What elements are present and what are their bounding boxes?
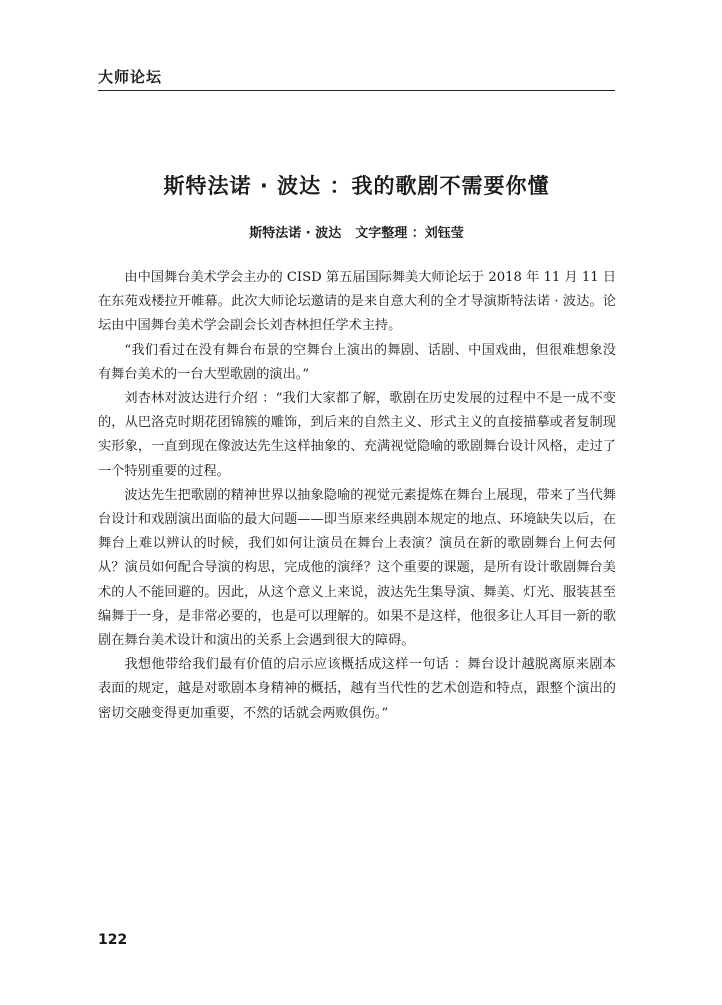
article-title: 斯特法诺 · 波达 ：我的歌剧不需要你懂 (163, 174, 550, 198)
paragraph: 刘杏林对波达进行介绍 ：“我们大家都了解，歌剧在历史发展的过程中不是一成不变的，从巴洛克时期花团锦簇的雕饰，到后来的自然主义、形式主义的直接描摹或者复制现实形象，一直到现在像波达先生这样抽象的、充满视觉隐喻的歌剧舞台设计风格，走过了一个特别重要的过程。 (98, 391, 616, 479)
header-rule (98, 90, 615, 91)
page-number: 122 (98, 932, 128, 948)
section-label: 大师论坛 (98, 68, 163, 86)
byline-editor: 文字整理 ：刘钰莹 (355, 226, 464, 241)
paragraph: 由中国舞台美术学会主办的 CISD 第五届国际舞美大师论坛于 2018 年 11 月 11 日在东苑戏楼拉开帷幕。此次大师论坛邀请的是来自意大利的全才导演斯特法诺 · 波达。论坛由中国舞台美术学会副会长刘杏林担任学术主持。 (98, 270, 617, 334)
paragraph: “我们看过在没有舞台布景的空舞台上演出的舞剧、话剧、中国戏曲，但很难想象没有舞台美术的一台大型歌剧的演出。” (98, 342, 616, 382)
paragraph: 波达先生把歌剧的精神世界以抽象隐喻的视觉元素提炼在舞台上展现，带来了当代舞台设计和戏剧演出面临的最大问题——即当原来经典剧本规定的地点、环境缺失以后，在舞台上难以辨认的时候，我们如何让演员在舞台上表演？演员在新的歌剧舞台上何去何从？演员如何配合导演的构思，完成他的演绎？这个重要的课题，是所有设计歌剧舞台美术的人不能回避的。因此，从这个意义上来说，波达先生集导演、舞美、灯光、服装甚至编舞于一身，是非常必要的，也是可以理解的。如果不是这样，他很多让人耳目一新的歌剧在舞台美术设计和演出的关系上会遇到很大的障碍。 (98, 487, 616, 649)
paragraph: 我想他带给我们最有价值的启示应该概括成这样一句话 ：舞台设计越脱离原来剧本表面的规定，越是对歌剧本身精神的概括，越有当代性的艺术创造和特点，跟整个演出的密切交融变得更加重要，不然的话就会两败俱伤。” (98, 657, 616, 721)
byline (98, 222, 615, 241)
byline-author: 斯特法诺 · 波达 (249, 226, 342, 241)
article-body (98, 266, 616, 726)
